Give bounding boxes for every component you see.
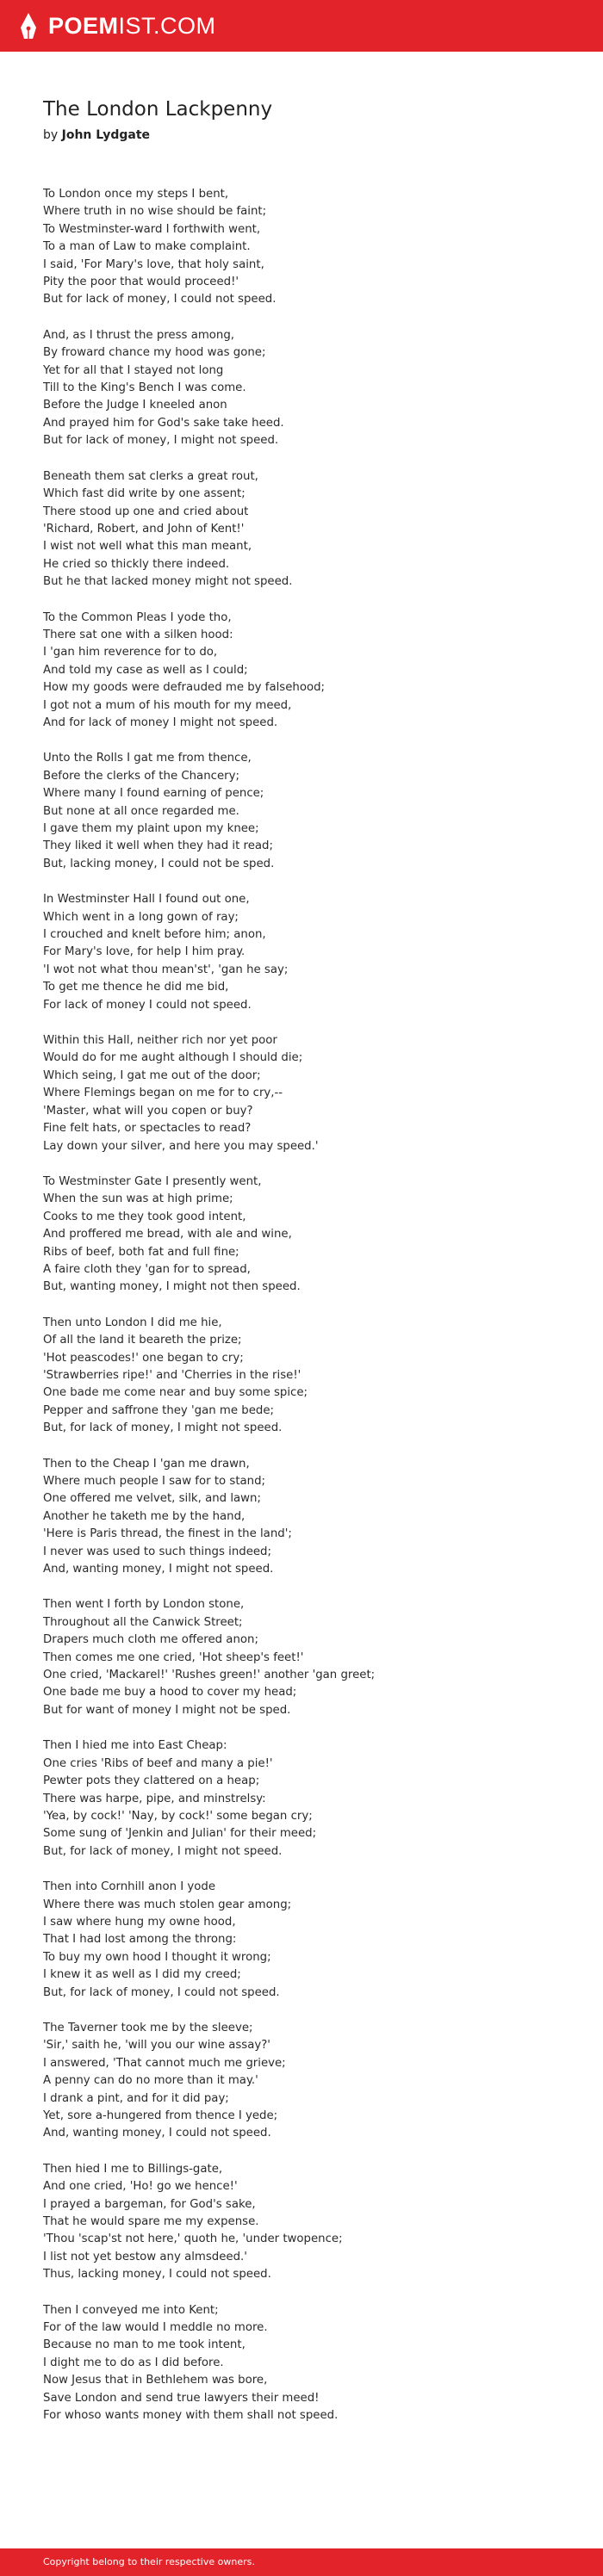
poem-line: But, for lack of money, I might not speed.	[43, 1844, 283, 1858]
author-name[interactable]: John Lydgate	[61, 128, 151, 142]
poem-line: But for lack of money, I might not speed.	[43, 434, 279, 448]
poem-line: Cooks to me they took good intent,	[43, 1210, 246, 1223]
stanza	[43, 186, 577, 309]
poem-line: I crouched and knelt before him; anon,	[43, 928, 266, 942]
poem-line: Where much people I saw for to stand;	[43, 1475, 266, 1488]
poem-line: I said, 'For Mary's love, that holy saint,	[43, 257, 264, 271]
poem-line: For lack of money I could not speed.	[43, 998, 252, 1012]
stanza	[43, 1173, 577, 1297]
poem-line: And told my case as well as I could;	[43, 663, 248, 677]
poem-line: Pewter pots they clattered on a heap;	[43, 1774, 260, 1788]
poem-line: There was harpe, pipe, and minstrelsy:	[43, 1792, 266, 1805]
poem-line: Then I conveyed me into Kent;	[43, 2303, 219, 2317]
poem-line: I saw where hung my owne hood,	[43, 1915, 236, 1929]
poem-line: Then hied I me to Billings-gate,	[43, 2162, 223, 2176]
stanza	[43, 1032, 577, 1155]
stanza	[43, 750, 577, 873]
poem-line: There sat one with a silken hood:	[43, 628, 233, 641]
poem-line: A penny can do no more than it may.'	[43, 2074, 258, 2088]
poem-line: One bade me come near and buy some spice;	[43, 1386, 308, 1400]
site-header	[0, 0, 603, 52]
poem-line: Before the clerks of the Chancery;	[43, 769, 239, 783]
poem-line: Unto the Rolls I gat me from thence,	[43, 752, 252, 765]
poem-line: But, for lack of money, I could not speed.	[43, 1985, 280, 1999]
poem-line: To get me thence he did me bid,	[43, 981, 229, 994]
poem-line: By froward chance my hood was gone;	[43, 346, 266, 360]
poem-line: There stood up one and cried about	[43, 505, 249, 518]
poem-line: Which went in a long gown of ray;	[43, 910, 239, 924]
poem-line: And proffered me bread, with ale and wine,	[43, 1228, 292, 1242]
stanza	[43, 610, 577, 733]
poem-line: A faire cloth they 'gan for to spread,	[43, 1262, 251, 1276]
poem-line: One offered me velvet, silk, and lawn;	[43, 1492, 261, 1506]
poem-line: To Westminster-ward I forthwith went,	[43, 222, 261, 236]
poem-line: To Westminster Gate I presently went,	[43, 1174, 262, 1188]
poem-line: Pity the poor that would proceed!'	[43, 276, 239, 289]
poem-line: 'Strawberries ripe!' and 'Cherries in the rise!'	[43, 1368, 302, 1382]
poem-line: I prayed a bargeman, for God's sake,	[43, 2197, 256, 2211]
poem-line: Thus, lacking money, I could not speed.	[43, 2268, 271, 2282]
poem-line: I dight me to do as I did before.	[43, 2356, 224, 2369]
poem-line: Some sung of 'Jenkin and Julian' for their meed;	[43, 1827, 317, 1841]
poem-line: Because no man to me took intent,	[43, 2338, 246, 2352]
poem-line: Pepper and saffrone they 'gan me bede;	[43, 1403, 275, 1417]
poem-line: How my goods were defrauded me by falsehood;	[43, 681, 326, 695]
poem-line: Fine felt hats, or spectacles to read?	[43, 1122, 252, 1136]
poem-line: I never was used to such things indeed;	[43, 1545, 271, 1558]
stanza	[43, 1737, 577, 1861]
poem-line: But none at all once regarded me.	[43, 804, 239, 818]
byline	[43, 128, 150, 142]
site-footer	[0, 2548, 603, 2576]
stanza	[43, 1596, 577, 1719]
poem-line: Yet for all that I stayed not long	[43, 363, 224, 377]
poem-line: I list not yet bestow any almsdeed.'	[43, 2250, 247, 2263]
poem-line: Where truth in no wise should be faint;	[43, 205, 267, 219]
poem-line: 'Sir,' saith he, 'will you our wine assay?'	[43, 2039, 270, 2053]
stanza	[43, 891, 577, 1014]
poem-line: Lay down your silver, and here you may speed.'	[43, 1139, 319, 1153]
poem-line: I 'gan him reverence for to do,	[43, 646, 218, 659]
stanza	[43, 327, 577, 450]
poem-line: Then unto London I did me hie,	[43, 1316, 222, 1329]
poem-line: But for want of money I might not be sped.	[43, 1703, 291, 1717]
poem-line: To the Common Pleas I yode tho,	[43, 610, 232, 624]
poem-line: Till to the King's Bench I was come.	[43, 381, 246, 395]
poem-line: In Westminster Hall I found out one,	[43, 893, 250, 907]
poem-line: 'Master, what will you copen or buy?	[43, 1104, 253, 1118]
poem-line: To buy my own hood I thought it wrong;	[43, 1950, 271, 1964]
poem-line: And, wanting money, I could not speed.	[43, 2127, 271, 2140]
poem-line: Beneath them sat clerks a great rout,	[43, 469, 258, 483]
poem-line: 'Richard, Robert, and John of Kent!'	[43, 522, 245, 536]
poem-line: That I had lost among the throng:	[43, 1933, 237, 1947]
poem-line: One cries 'Ribs of beef and many a pie!'	[43, 1756, 273, 1770]
poem-line: Save London and send true lawyers their meed!	[43, 2391, 320, 2405]
poem-line: But, for lack of money, I might not speed.	[43, 1421, 283, 1435]
poem-title: The London Lackpenny	[43, 98, 273, 121]
poem-body	[43, 186, 577, 2443]
poem-line: And, wanting money, I might not speed.	[43, 1563, 274, 1576]
poem-line: He cried so thickly there indeed.	[43, 557, 230, 571]
poem-line: When the sun was at high prime;	[43, 1192, 233, 1206]
brand-name	[48, 13, 216, 40]
poem-line: Where Flemings began on me for to cry,--	[43, 1087, 283, 1100]
poem-line: Which seing, I gat me out of the door;	[43, 1068, 261, 1082]
poem-line: For whoso wants money with them shall not speed.	[43, 2409, 339, 2423]
poem-line: Before the Judge I kneeled anon	[43, 399, 227, 412]
stanza	[43, 2302, 577, 2425]
poem-line: Which fast did write by one assent;	[43, 487, 246, 501]
poem-line: The Taverner took me by the sleeve;	[43, 2021, 253, 2034]
stanza	[43, 2020, 577, 2143]
poem-line: That he would spare me my expense.	[43, 2215, 259, 2229]
poem-line: But, wanting money, I might not then speed.	[43, 1280, 301, 1294]
stanza	[43, 468, 577, 591]
poem-line: But, lacking money, I could not be sped.	[43, 857, 275, 870]
poem-line: I got not a mum of his mouth for my meed,	[43, 698, 292, 712]
poem-line: For Mary's love, for help I him pray.	[43, 945, 246, 959]
poem-line: But for lack of money, I could not speed.	[43, 293, 277, 307]
brand-light: IST.COM	[118, 12, 216, 39]
stanza	[43, 1456, 577, 1579]
poem-line: And prayed him for God's sake take heed.	[43, 416, 284, 430]
poem-line: Then went I forth by London stone,	[43, 1598, 245, 1612]
brand-bold: POEM	[48, 12, 119, 39]
poem-line: To London once my steps I bent,	[43, 188, 229, 201]
byline-prefix: by	[43, 128, 59, 142]
poem-line: One cried, 'Mackarel!' 'Rushes green!' another 'gan greet;	[43, 1669, 376, 1682]
poem-line: Then into Cornhill anon I yode	[43, 1880, 216, 1894]
poem-line: 'Yea, by cock!' 'Nay, by cock!' some began cry;	[43, 1809, 313, 1823]
poem-line: Of all the land it beareth the prize;	[43, 1334, 242, 1347]
poem-line: Where many I found earning of pence;	[43, 787, 264, 801]
poem-line: Another he taketh me by the hand,	[43, 1509, 246, 1523]
poem-line: To a man of Law to make complaint.	[43, 240, 251, 254]
poem-line: I knew it as well as I did my creed;	[43, 1968, 241, 1982]
poem-line: Ribs of beef, both fat and full fine;	[43, 1245, 239, 1259]
poem-line: Then I hied me into East Cheap:	[43, 1739, 227, 1753]
poem-line: Where there was much stolen gear among;	[43, 1898, 292, 1911]
poem-line: Would do for me aught although I should die;	[43, 1051, 303, 1065]
poem-line: And for lack of money I might not speed.	[43, 715, 278, 729]
poem-line: 'Hot peascodes!' one began to cry;	[43, 1351, 244, 1365]
poem-line: Within this Hall, neither rich nor yet poor	[43, 1034, 277, 1048]
poem-line: I gave them my plaint upon my knee;	[43, 822, 259, 835]
poem-line: And, as I thrust the press among,	[43, 328, 235, 342]
poem-line: I wist not well what this man meant,	[43, 540, 252, 554]
site-logo[interactable]	[19, 11, 216, 40]
poem-line: For of the law would I meddle no more.	[43, 2321, 268, 2335]
poem-line: 'Here is Paris thread, the finest in the land';	[43, 1527, 292, 1541]
poem-line: 'Thou 'scap'st not here,' quoth he, 'under twopence;	[43, 2232, 343, 2246]
poem-line: One bade me buy a hood to cover my head;	[43, 1686, 297, 1700]
poem-line: But he that lacked money might not speed.	[43, 575, 293, 589]
poem-line: Drapers much cloth me offered anon;	[43, 1633, 258, 1647]
poem-line: Now Jesus that in Bethlehem was bore,	[43, 2374, 268, 2387]
stanza	[43, 1315, 577, 1438]
stanza	[43, 2161, 577, 2284]
pen-nib-icon	[19, 12, 38, 40]
stanza	[43, 1879, 577, 2002]
poem-line: Yet, sore a-hungered from thence I yede;	[43, 2109, 278, 2122]
poem-line: I drank a pint, and for it did pay;	[43, 2091, 229, 2105]
poem-line: 'I wot not what thou mean'st', 'gan he say;	[43, 963, 289, 976]
poem-line: Throughout all the Canwick Street;	[43, 1615, 243, 1629]
copyright-text: Copyright belong to their respective owners.	[43, 2556, 255, 2567]
poem-line: They liked it well when they had it read;	[43, 839, 273, 853]
poem-line: And one cried, 'Ho! go we hence!'	[43, 2180, 238, 2194]
poem-line: Then to the Cheap I 'gan me drawn,	[43, 1457, 250, 1471]
poem-line: I answered, 'That cannot much me grieve;	[43, 2056, 286, 2070]
poem-line: Then comes me one cried, 'Hot sheep's feet!'	[43, 1650, 304, 1664]
